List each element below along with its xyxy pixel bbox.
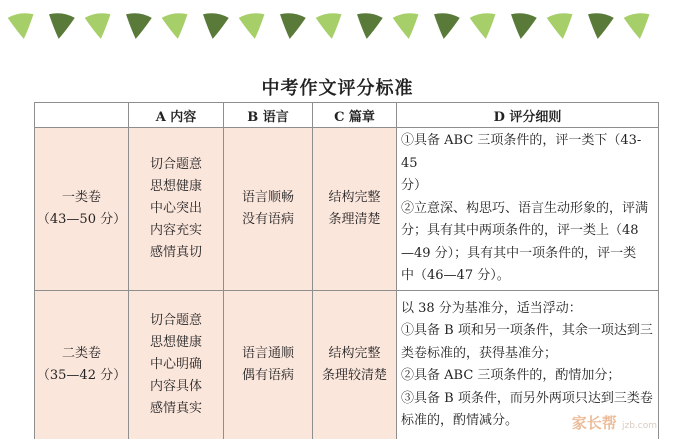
content-cell <box>129 128 224 291</box>
language-line: 偶有语病 <box>241 368 294 383</box>
watermark-logo <box>572 412 657 433</box>
structure-line: 条理较清楚 <box>321 368 387 383</box>
rules-line: ①具备 ABC 三项条件的，评一类下（43-45 <box>401 133 642 171</box>
rules-line: 类卷标准的，获得基准分； <box>401 345 558 361</box>
category-range: （35—42 分） <box>36 368 127 383</box>
leaf-shape <box>123 12 152 41</box>
content-line: 切合题意 <box>149 156 202 172</box>
table-header-row <box>35 103 659 128</box>
leaf-shape <box>585 12 614 41</box>
category-name: 一类卷 <box>61 189 101 205</box>
leaf-shape <box>623 12 652 41</box>
rules-line: —49 分）；具有其中一项条件的，评一类 <box>401 245 637 261</box>
content-line: 思想健康 <box>149 178 202 194</box>
leaf-shape <box>508 12 537 41</box>
rules-line: ③具备 B 项条件，而另外两项只达到三类卷 <box>401 390 653 406</box>
rules-line: 分；具有其中两项条件的，评一类上（48 <box>401 223 639 238</box>
rules-line: ②具备 ABC 三项条件的，酌情加分； <box>401 368 621 383</box>
row-category <box>35 290 129 439</box>
language-line: 没有语病 <box>241 211 294 227</box>
leaf-shape <box>238 12 267 41</box>
rules-line: 分） <box>401 178 428 193</box>
rules-line: ②立意深、构思巧、语言生动形象的，评满 <box>401 200 649 216</box>
table-row <box>35 128 659 291</box>
row-category <box>35 128 129 291</box>
leaf-shape <box>354 12 383 41</box>
leaf-shape <box>277 12 306 41</box>
language-cell <box>224 128 313 291</box>
rules-line: 以 38 分为基准分，适当浮动： <box>401 300 582 316</box>
leaf-shape <box>431 12 460 41</box>
rules-line: 中（46—47 分）。 <box>401 268 510 283</box>
content-cell <box>129 290 224 439</box>
leaf-shape <box>392 12 421 41</box>
leaf-shape <box>200 12 229 41</box>
structure-line: 条理清楚 <box>328 211 381 227</box>
content-line: 感情真切 <box>149 244 202 260</box>
header-corner <box>35 103 129 128</box>
leaf-border-decoration <box>0 0 675 50</box>
content-line: 内容充实 <box>149 222 202 238</box>
header-structure: C 篇章 <box>313 103 397 128</box>
leaf-shape <box>161 12 190 41</box>
leaf-shape <box>315 12 344 41</box>
content-line: 中心突出 <box>149 200 202 216</box>
scoring-table <box>34 102 659 439</box>
rules-line: 标准的，酌情减分。 <box>401 413 519 428</box>
structure-cell <box>313 128 397 291</box>
header-content: A 内容 <box>129 103 224 128</box>
category-range: （43—50 分） <box>36 211 127 227</box>
watermark-subtext: jzb.com <box>621 421 657 431</box>
header-rules: D 评分细则 <box>397 103 659 128</box>
content-line: 中心明确 <box>149 357 202 372</box>
content-line: 感情真实 <box>149 401 202 416</box>
content-line: 思想健康 <box>149 335 202 350</box>
language-line: 语言顺畅 <box>241 189 294 205</box>
rules-line: ①具备 B 项和另一项条件，其余一项达到三 <box>401 323 653 338</box>
watermark-text: 家长帮 <box>571 414 617 432</box>
category-name: 二类卷 <box>61 346 101 361</box>
rules-cell <box>397 128 659 291</box>
leaf-shape <box>546 12 575 41</box>
page-title: 中考作文评分标准 <box>261 78 414 99</box>
content-line: 切合题意 <box>149 313 202 328</box>
leaf-shape <box>469 12 498 41</box>
leaf-shape <box>84 12 113 41</box>
leaf-shape <box>46 12 75 41</box>
content-line: 内容具体 <box>149 379 202 394</box>
leaf-shape <box>7 12 36 41</box>
language-line: 语言通顺 <box>241 346 294 361</box>
structure-line: 结构完整 <box>328 189 381 205</box>
structure-cell <box>313 290 397 439</box>
structure-line: 结构完整 <box>328 346 381 361</box>
header-language: B 语言 <box>224 103 313 128</box>
table-row <box>35 290 659 439</box>
language-cell <box>224 290 313 439</box>
